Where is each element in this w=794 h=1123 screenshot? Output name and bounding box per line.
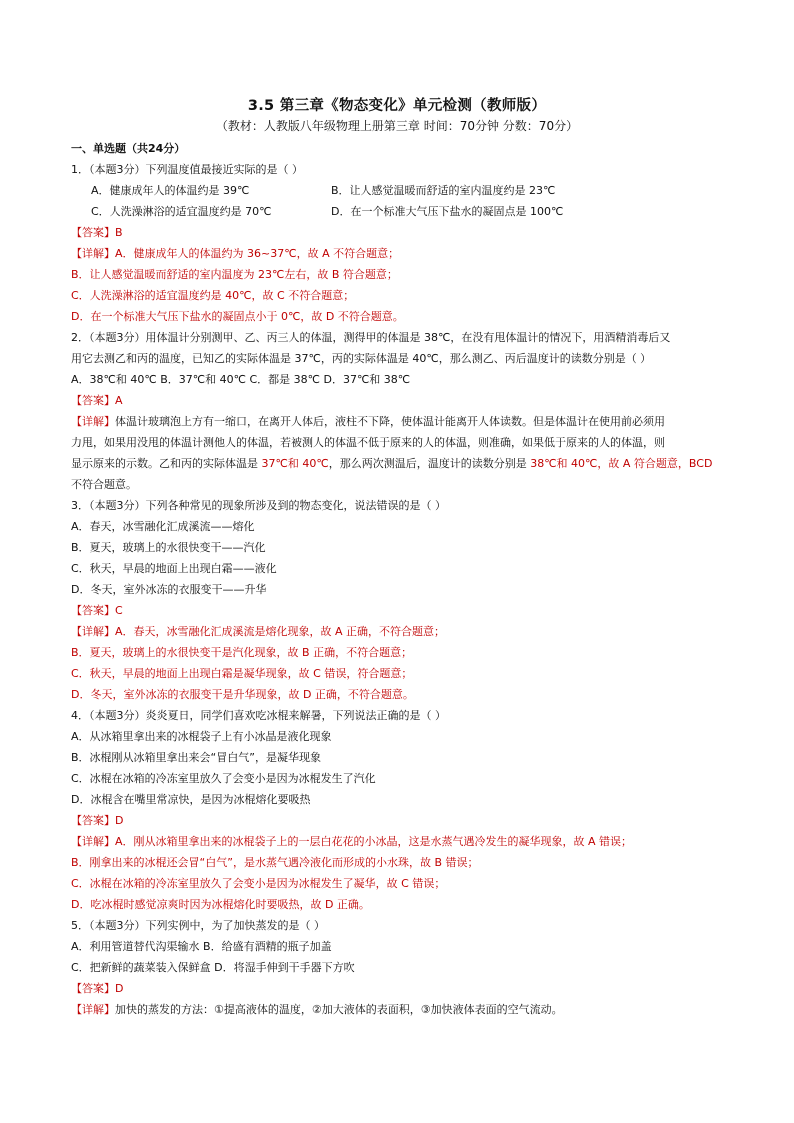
- q1-options-ab: [71, 180, 731, 201]
- q2-detail-line3: [71, 453, 731, 474]
- detail-highlight: 38℃和 40℃: [530, 457, 598, 470]
- q5-stem: 5．（本题3分）下列实例中，为了加快蒸发的是（ ）: [71, 919, 325, 932]
- q1-options-cd: [71, 201, 731, 222]
- q3-detail-b: B．夏天，玻璃上的水很快变干是汽化现象，故 B 正确，不符合题意；: [71, 646, 413, 659]
- detail-tag: 【详解】: [71, 1003, 115, 1016]
- q2-options: A．38℃和 40℃ B．37℃和 40℃ C．都是 38℃ D．37℃和 38℃: [71, 373, 411, 386]
- q1-stem: 1．（本题3分）下列温度值最接近实际的是（ ）: [71, 163, 303, 176]
- q5-answer: [71, 978, 731, 999]
- q3-option-b: B．夏天，玻璃上的水很快变干——汽化: [71, 541, 266, 554]
- detail-highlight: 37℃和 40℃: [261, 457, 329, 470]
- q4-detail-c: C．冰棍在冰箱的冷冻室里放久了会变小是因为冰棍发生了凝华，故 C 错误；: [71, 877, 446, 890]
- q2-stem-line2: 用它去测乙和丙的温度，已知乙的实际体温是 37℃，丙的实际体温是 40℃，那么测乙、丙后温度计的读数分别是（ ）: [71, 352, 652, 365]
- answer-value: A: [115, 394, 123, 407]
- detail-text: A．春天，冰雪融化汇成溪流是熔化现象，故 A 正确，不符合题意；: [115, 625, 446, 638]
- q3-answer: [71, 600, 731, 621]
- answer-value: D: [115, 814, 124, 827]
- answer-tag: 【答案】: [71, 604, 115, 617]
- q3-option-a: A．春天，冰雪融化汇成溪流——熔化: [71, 520, 255, 533]
- q3-detail-a: [71, 621, 731, 642]
- question-content: [71, 138, 731, 1020]
- answer-tag: 【答案】: [71, 394, 115, 407]
- q2-detail-line4: 不符合题意。: [71, 478, 137, 491]
- q3-detail-d: D．冬天，室外冰冻的衣服变干是升华现象，故 D 正确，不符合题意。: [71, 688, 414, 701]
- page-title: 3.5 第三章《物态变化》单元检测（教师版）: [247, 98, 547, 114]
- q1-option-c: C．人洗澡淋浴的适宜温度约是 70℃: [91, 205, 272, 218]
- detail-tag: 【详解】: [71, 625, 115, 638]
- q4-detail-d: D．吃冰棍时感觉凉爽时因为冰棍熔化时要吸热，故 D 正确。: [71, 898, 370, 911]
- detail-text: A．刚从冰箱里拿出来的冰棍袋子上的一层白花花的小冰晶，这是水蒸气遇冷发生的凝华现象，故 A 错误；: [115, 835, 633, 848]
- q4-option-a: A．从冰箱里拿出来的冰棍袋子上有小冰晶是液化现象: [71, 730, 332, 743]
- q4-detail-b: B．刚拿出来的冰棍还会冒“白气”，是水蒸气遇冷液化而形成的小水珠，故 B 错误；: [71, 856, 479, 869]
- q1-answer: [71, 222, 731, 243]
- q4-option-b: B．冰棍刚从冰箱里拿出来会“冒白气”，是凝华现象: [71, 751, 321, 764]
- q2-stem-line1: 2．（本题3分）用体温计分别测甲、乙、丙三人的体温，测得甲的体温是 38℃，在没有甩体温计的情况下，用酒精消毒后又: [71, 331, 671, 344]
- detail-text: 加快的蒸发的方法：①提高液体的温度，②加大液体的表面积，③加快液体表面的空气流动。: [115, 1003, 563, 1016]
- q1-detail-c: C．人洗澡淋浴的适宜温度约是 40℃，故 C 不符合题意；: [71, 289, 355, 302]
- page-subtitle: （教材：人教版八年级物理上册第三章 时间：70分钟 分数：70分）: [215, 119, 579, 133]
- q5-options-ab: A．利用管道替代沟渠输水 B．给盛有酒精的瓶子加盖: [71, 940, 332, 953]
- q5-detail: [71, 999, 731, 1020]
- q1-option-b: B．让人感觉温暖而舒适的室内温度约是 23℃: [331, 184, 556, 197]
- answer-tag: 【答案】: [71, 982, 115, 995]
- q1-detail-d: D．在一个标准大气压下盐水的凝固点小于 0℃，故 D 不符合题意。: [71, 310, 404, 323]
- q3-stem: 3．（本题3分）下列各种常见的现象所涉及到的物态变化，说法错误的是（ ）: [71, 499, 446, 512]
- q4-stem: 4．（本题3分）炎炎夏日，同学们喜欢吃冰棍来解暑，下列说法正确的是（ ）: [71, 709, 446, 722]
- detail-text: 体温计玻璃泡上方有一缩口，在离开人体后，液柱不下降，使体温计能离开人体读数。但是体温计在使用前必须用: [115, 415, 665, 428]
- q2-detail-line2: 力甩，如果用没甩的体温计测他人的体温，若被测人的体温不低于原来的人的体温，则准确，如果低于原来的人的体温，则: [71, 436, 665, 449]
- q2-detail-line1: [71, 411, 731, 432]
- detail-text: A．健康成年人的体温约为 36~37℃，故 A 不符合题意；: [115, 247, 400, 260]
- q3-option-c: C．秋天，早晨的地面上出现白霜——液化: [71, 562, 277, 575]
- q1-option-d: D．在一个标准大气压下盐水的凝固点是 100℃: [331, 205, 564, 218]
- answer-value: C: [115, 604, 123, 617]
- q2-answer: [71, 390, 731, 411]
- q1-detail-a: [71, 243, 731, 264]
- section-heading: 一、单选题（共24分）: [71, 142, 186, 155]
- q3-option-d: D．冬天，室外冰冻的衣服变干——升华: [71, 583, 267, 596]
- answer-tag: 【答案】: [71, 814, 115, 827]
- q1-detail-b: B．让人感觉温暖而舒适的室内温度为 23℃左右，故 B 符合题意；: [71, 268, 398, 281]
- detail-text: ，那么两次测温后，温度计的读数分别是: [328, 457, 531, 470]
- q5-options-cd: C．把新鲜的蔬菜装入保鲜盒 D．将湿手伸到干手器下方吹: [71, 961, 355, 974]
- q4-option-c: C．冰棍在冰箱的冷冻室里放久了会变小是因为冰棍发生了汽化: [71, 772, 376, 785]
- q4-answer: [71, 810, 731, 831]
- answer-value: D: [115, 982, 124, 995]
- q4-option-d: D．冰棍含在嘴里常凉快，是因为冰棍熔化要吸热: [71, 793, 311, 806]
- q1-option-a: A．健康成年人的体温约是 39℃: [91, 184, 250, 197]
- q4-detail-a: [71, 831, 731, 852]
- detail-tag: 【详解】: [71, 247, 115, 260]
- detail-text: ，故 A 符合题意，BCD: [597, 457, 713, 470]
- detail-text: 显示原来的示数。乙和丙的实际体温是: [71, 457, 262, 470]
- answer-tag: 【答案】: [71, 226, 115, 239]
- q3-detail-c: C．秋天，早晨的地面上出现白霜是凝华现象，故 C 错误，符合题意；: [71, 667, 413, 680]
- answer-value: B: [115, 226, 123, 239]
- detail-tag: 【详解】: [71, 835, 115, 848]
- detail-tag: 【详解】: [71, 415, 115, 428]
